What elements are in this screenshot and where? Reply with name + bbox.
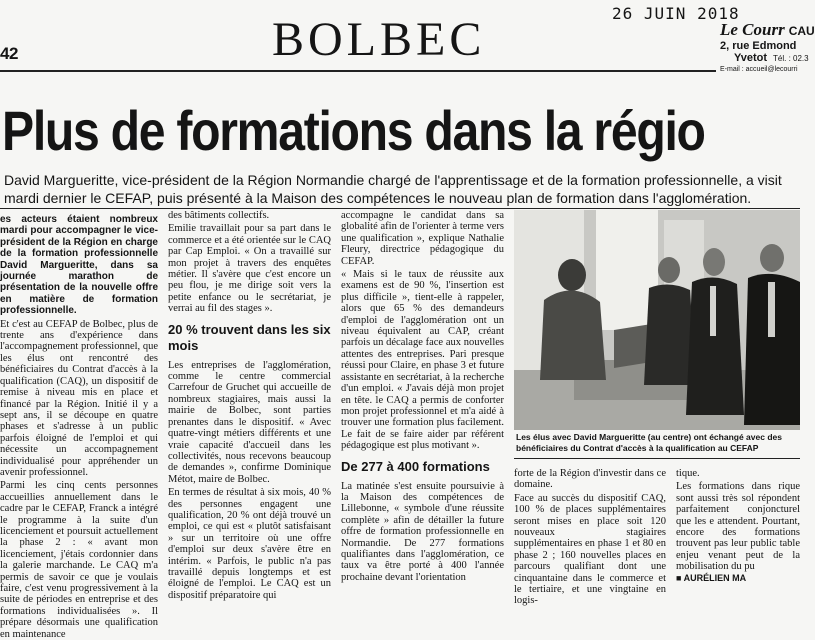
article-paragraph: accompagne le candidat dans sa globalité afin de l'orienter à terme vers une qualification », explique Nathalie Fleury, directrice pédagogique du CEFAP. (341, 210, 504, 267)
article-paragraph: des bâtiments collectifs. (168, 210, 270, 221)
brand-suffix: CAU (788, 24, 815, 38)
article-paragraph: Les formations dans rique sont aussi très sol répondent parfaitement conjoncturel que les e attendent. Pourtant, encore des formations trouvent pas leur public table enjeu venant peut de la mobilisation du pu (676, 481, 800, 573)
column-separator (0, 208, 800, 209)
article-intro (4, 171, 814, 207)
article-column-4 (514, 468, 666, 607)
article-lead-paragraph: es acteurs étaient nombreux mardi pour accompagner le vice-président de la Région en charge de la formation professionnelle David Margueritte, dans sa journée marathon de présentation de la nouvelle offre en matière de formation professionnelle. (0, 214, 158, 317)
intro-line: mardi dernier le CEFAP, puis présenté à la Maison des compétences le nouveau plan de formation dans l'agglomération. (4, 190, 752, 206)
intro-line: David Margueritte, vice-président de la Région Normandie chargé de l'apprentissage et de la formation professionnelle, a visit (4, 172, 782, 188)
header-top-rule (0, 70, 716, 72)
article-headline: Plus de formations dans la régio (2, 99, 705, 162)
address-line: 2, rue Edmond (720, 40, 797, 52)
town-name: Yvetot (734, 52, 768, 64)
caption-rule (514, 458, 800, 459)
article-subheading: De 277 à 400 formations (341, 458, 490, 474)
article-column-1 (0, 214, 158, 640)
article-paragraph: tique. (676, 468, 700, 479)
article-column-5 (676, 468, 800, 600)
article-paragraph: Parmi les cinq cents personnes accueillies annuellement dans le cadre par le CEFAP, Franck a intégré le programme à la suite d'un licenciement et poursuit actuellement la phase 2 : « avant mon licenciement, j'étais cordonnier dans la galerie marchande. Le CAQ m'a permis de savoir ce que je voulais faire, c'est venu progressivement à la suite de périodes en entreprise et des formations individualisées ». Il prépare désormais une qualification en maintenance (0, 480, 158, 640)
article-paragraph: Emilie travaillait pour sa part dans le commerce et a été orientée sur le CAQ par Cap Emploi. « On a travaillé sur mon projet à travers des enquêtes métier. Il s'avère que c'est encore un peu flou, je me dirige soit vers la petite enfance ou le secrétariat, je verrai au fil des stages ». (168, 223, 331, 315)
photo-caption: Les élus avec David Margueritte (au centre) ont échangé avec des bénéficiaires du Contrat d'accès à la qualification au CEFAP (516, 432, 782, 453)
phone-number: Tél. : 02.3 (773, 54, 809, 63)
author-byline (676, 573, 800, 583)
article-photo (514, 210, 800, 430)
article-paragraph: « Mais si le taux de réussite aux examens est de 90 %, l'insertion est plus difficile », tient-elle à rappeler, alors que 65 % des demandeurs d'emploi de l'agglomération ont un niveau équivalent au CAP, créant parfois un décalage face aux nouvelles attentes des entreprises. Pari presque réussi pour Claire, en phase 3 et future assistante en secrétariat, à la recherche d'un emploi. « J'avais déjà mon projet en tête. le CAQ a permis de conforter mon projet professionnel et m'a aidé à trouver une formation plus facilement. Le fait de se faire aider par référent pédagogique est plus motivant ». (341, 269, 504, 452)
article-paragraph: Face au succès du dispositif CAQ, 100 % de places supplémentaires seront mises en place soit 120 nouveaux stagiaires supplémentaires en phase 1 et 80 en phase 2 ; 160 nouvelles places en parcours qualifiant dont une cinquantaine dans le commerce et le tertiaire, et une vingtaine en logis- (514, 492, 666, 607)
page-number: 42 (0, 44, 18, 63)
photo-elus-cefap (514, 210, 800, 430)
article-column-2 (168, 210, 331, 600)
address-town (734, 52, 809, 64)
article-paragraph: forte de la Région d'investir dans ce domaine. (514, 468, 666, 491)
article-paragraph: La matinée s'est ensuite poursuivie à la Maison des compétences de Lillebonne, « symbole d'une réussite complète » afin de détailler la future offre de formation professionnelle en Normandie. De 277 formations qualifiantes dans l'agglomération, ce taux va être porté à 400 l'année prochaine devant l'orientation (341, 480, 504, 583)
date-stamp: 26 JUIN 2018 (612, 4, 740, 23)
author-name: AURÉLIEN MA (683, 572, 747, 583)
newspaper-brand (720, 20, 815, 40)
city-section-title: BOLBEC (272, 13, 486, 66)
byline-square-icon: ■ (676, 572, 684, 583)
article-column-3 (341, 210, 504, 600)
article-subheading: 20 % trouvent dans les six mois (168, 321, 331, 353)
article-paragraph: Et c'est au CEFAP de Bolbec, plus de trente ans d'expérience dans l'accompagnement professionnel, que les élus ont rencontré des bénéficiaires du Contrat d'accès à la qualification (CAQ), un dispositif de remise à niveau mis en place et financé par la Région. Initié il y a sept ans, il se découpe en quatre phases et s'adresse à un public parfois éloigné de l'emploi et qui nécessite un accompagnement individualisé pour appréhender un avenir professionnel. (0, 318, 158, 478)
brand-name: Le Courr (720, 20, 785, 39)
article-paragraph: Les entreprises de l'agglomération, comme le centre commercial Carrefour de Gruchet qui accueille de nombreux stagiaires, mais aussi la mairie de Bolbec, sont parties prenantes dans le dispositif. « Avec quatre-vingt métiers différents et une vraie capacité d'accueil dans les collectivités, nous recevons beaucoup de demandes », confirme Dominique Métot, maire de Bolbec. (168, 359, 331, 485)
email-address: E-mail : accueil@lecourri (720, 66, 798, 73)
article-paragraph: En termes de résultat à six mois, 40 % des personnes engagent une qualification, 20 % ont déjà trouvé un emploi, ce qui est « plutôt satisfaisant » sur un territoire où une offre d'emploi sur deux s'avère être en intérim. « Parfois, le public n'a pas travaillé depuis longtemps et est éloigné de l'emploi. Le CAQ est un dispositif préparatoire qui (168, 487, 331, 601)
